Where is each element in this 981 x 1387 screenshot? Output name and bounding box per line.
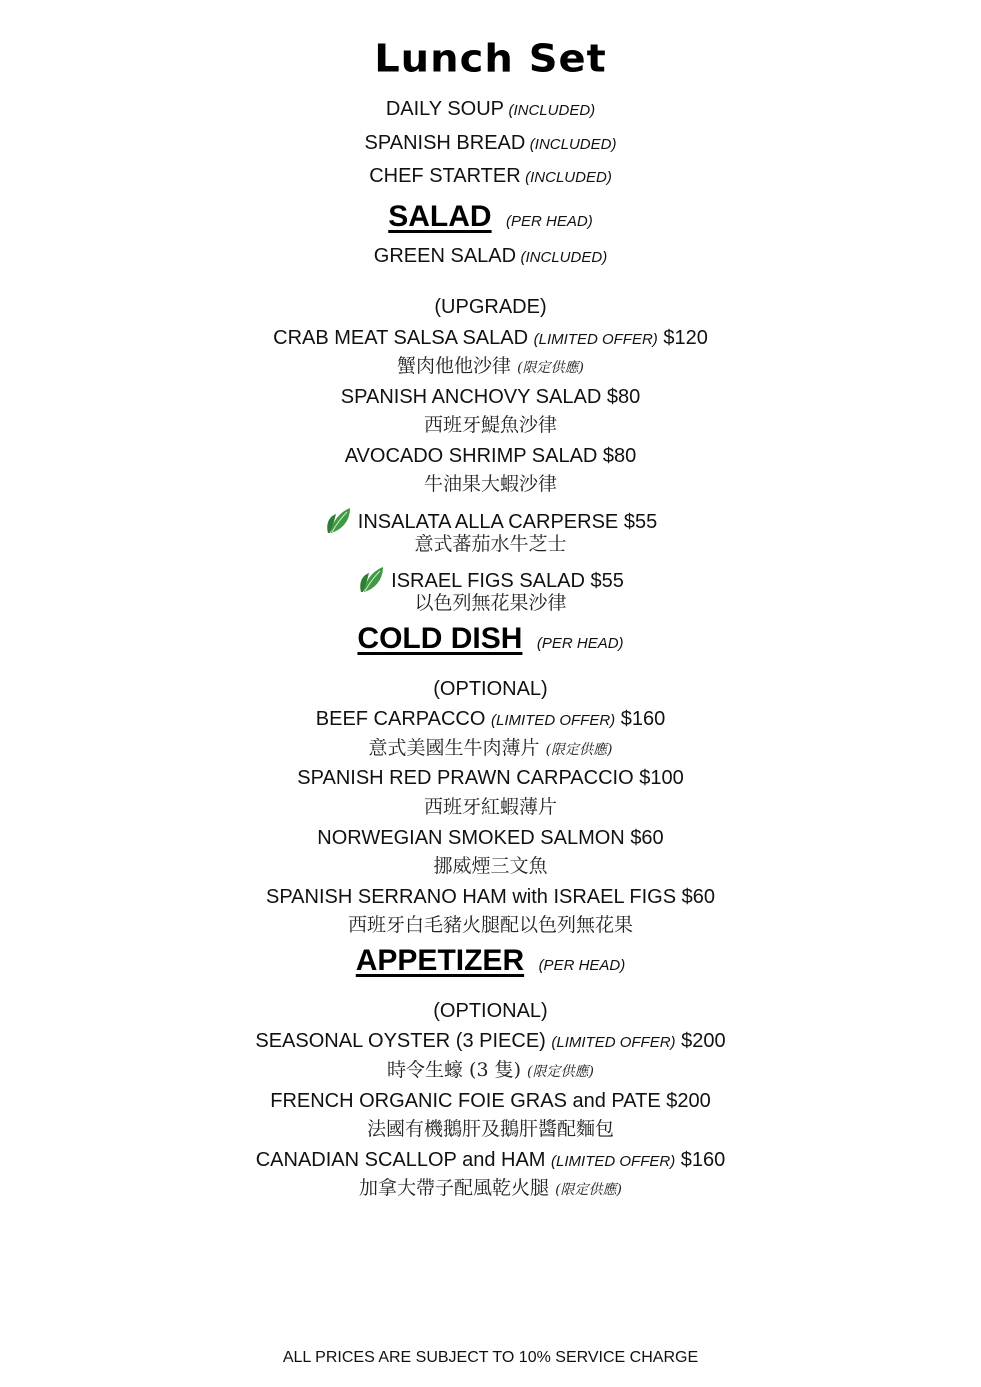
- limited-offer-note: (LIMITED OFFER): [551, 1034, 676, 1051]
- item-name: SPANISH SERRANO HAM with ISRAEL FIGS: [265, 886, 677, 908]
- included-item-name: DAILY SOUP: [385, 98, 505, 120]
- menu-item: [0, 1030, 981, 1053]
- item-name: NORWEGIAN SMOKED SALMON: [317, 827, 625, 849]
- item-name: SPANISH RED PRAWN CARPACCIO: [297, 767, 634, 789]
- per-head-note: (PER HEAD): [538, 957, 626, 974]
- item-name: SEASONAL OYSTER (3 PIECE): [255, 1030, 546, 1052]
- limited-offer-note: (LIMITED OFFER): [551, 1153, 676, 1170]
- item-chinese-name: [0, 733, 981, 760]
- item-price: $200: [666, 1090, 711, 1112]
- zh-text: 時令生蠔 (3 隻): [387, 1059, 521, 1081]
- zh-limited-note: (限定供應): [545, 742, 613, 758]
- section-header-salad: [0, 200, 981, 234]
- per-head-note: (PER HEAD): [506, 213, 593, 230]
- item-chinese-name: 西班牙白毛豬火腿配以色列無花果: [347, 914, 633, 936]
- zh-text: 加拿大帶子配風乾火腿: [359, 1177, 550, 1199]
- green-salad-item: [0, 245, 981, 268]
- menu-item: [0, 1149, 981, 1172]
- item-name: CANADIAN SCALLOP and HAM: [255, 1149, 546, 1171]
- included-item: [0, 98, 981, 121]
- per-head-note: (PER HEAD): [536, 635, 624, 652]
- included-item: [0, 132, 981, 155]
- item-price: $55: [590, 570, 624, 592]
- item-price: $80: [606, 386, 641, 408]
- item-chinese-name: 挪威煙三文魚: [433, 855, 548, 877]
- zh-limited-note: (限定供應): [517, 360, 584, 376]
- item-chinese-name: [0, 1055, 981, 1082]
- upgrade-label: (UPGRADE): [434, 296, 547, 318]
- item-chinese-name: 牛油果大蝦沙律: [423, 473, 557, 495]
- item-chinese-name: [0, 351, 981, 378]
- item-price: $80: [602, 445, 637, 467]
- section-header-appetizer: [0, 944, 981, 978]
- item-price: $160: [620, 708, 666, 730]
- limited-offer-note: (LIMITED OFFER): [533, 331, 658, 348]
- menu-item: [0, 327, 981, 350]
- item-price: $60: [681, 886, 716, 908]
- item-chinese-name: 西班牙紅蝦薄片: [423, 796, 557, 818]
- menu-item: [0, 827, 981, 850]
- item-name: BEEF CARPACCO: [315, 708, 486, 730]
- item-name: SPANISH ANCHOVY SALAD: [340, 386, 602, 408]
- limited-offer-note: (LIMITED OFFER): [491, 712, 616, 729]
- included-note: (INCLUDED): [525, 169, 612, 186]
- section-title: COLD DISH: [357, 622, 523, 655]
- section-title: SALAD: [388, 200, 492, 233]
- item-name: AVOCADO SHRIMP SALAD: [344, 445, 598, 467]
- item-chinese-name: 以色列無花果沙律: [414, 592, 567, 614]
- item-name: CRAB MEAT SALSA SALAD: [273, 327, 529, 349]
- item-name: ISRAEL FIGS SALAD: [391, 570, 585, 592]
- menu-item: [0, 708, 981, 731]
- section-header-cold-dish: [0, 622, 981, 656]
- optional-label: (OPTIONAL): [433, 1000, 548, 1022]
- item-price: $100: [639, 767, 684, 789]
- item-price: $60: [630, 827, 664, 849]
- item-name: GREEN SALAD: [373, 245, 517, 267]
- item-price: $120: [663, 327, 708, 349]
- menu-item: [0, 445, 981, 468]
- menu-item: [0, 386, 981, 409]
- optional-label: (OPTIONAL): [433, 678, 548, 700]
- item-price: $160: [680, 1149, 726, 1171]
- included-note: (INCLUDED): [520, 249, 608, 266]
- item-name: INSALATA ALLA CARPERSE: [357, 511, 619, 533]
- item-chinese-name: 意式蕃茄水牛芝士: [414, 533, 567, 555]
- menu-title: Lunch Set: [374, 37, 607, 81]
- item-price: $55: [623, 511, 658, 533]
- zh-limited-note: (限定供應): [555, 1182, 622, 1198]
- zh-text: 意式美國生牛肉薄片: [368, 737, 540, 759]
- item-price: $200: [681, 1030, 726, 1052]
- included-item-name: SPANISH BREAD: [364, 132, 526, 154]
- included-note: (INCLUDED): [508, 102, 596, 119]
- included-note: (INCLUDED): [529, 136, 617, 153]
- item-chinese-name: [0, 1173, 981, 1200]
- item-chinese-name: 法國有機鵝肝及鵝肝醬配麵包: [366, 1118, 614, 1140]
- included-item: [0, 165, 981, 188]
- menu-item: [0, 886, 981, 909]
- menu-item: [0, 767, 981, 790]
- zh-limited-note: (限定供應): [527, 1064, 594, 1080]
- section-title: APPETIZER: [355, 944, 525, 977]
- item-chinese-name: 西班牙鯷魚沙律: [423, 414, 557, 436]
- included-item-name: CHEF STARTER: [369, 165, 521, 187]
- menu-item: [0, 1090, 981, 1113]
- service-charge-footer: ALL PRICES ARE SUBJECT TO 10% SERVICE CHARGE: [282, 1349, 699, 1366]
- item-name: FRENCH ORGANIC FOIE GRAS and PATE: [270, 1090, 661, 1112]
- zh-text: 蟹肉他他沙律: [397, 355, 512, 377]
